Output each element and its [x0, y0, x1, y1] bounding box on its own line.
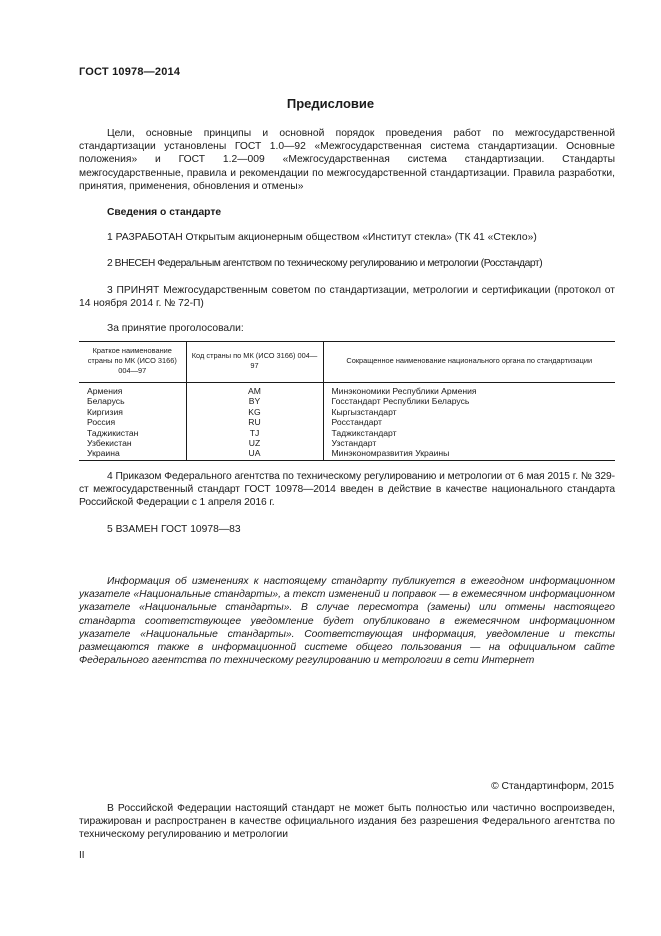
- cell-body: Госстандарт Республики Беларусь: [323, 396, 615, 406]
- table-row: [79, 448, 615, 460]
- cell-country: Украина: [79, 448, 186, 460]
- cell-body: Минэкономики Республики Армения: [323, 383, 615, 397]
- intro-paragraph: Цели, основные принципы и основной порядок проведения работ по межгосударственной стандартизации установлены ГОСТ 1.0—92 «Межгосударственная система стандартизации. Основные положения» и ГОСТ 1.2—009 «Межгосударственная система стандартизации. Стандарты межгосударственные, правила и рекомендации по межгосударственной стандартизации. Правила разработки, принятия, применения, обновления и отмены»: [79, 128, 615, 192]
- cell-country: Узбекистан: [87, 438, 132, 449]
- info-notice: Информация об изменениях к настоящему стандарту публикуется в ежегодном информационном указателе «Национальные стандарты», а текст изменений и поправок — в ежемесячном информационном указателе «Национальные стандарты». В случае пересмотра (замены) или отмены настоящего стандарта соответствующее уведомление будет опубликовано в ежемесячном информационном указателе «Национальные стандарты». Соответствующая информация, уведомление и тексты размещаются также в информационной системе общего пользования — на официальном сайте Федерального агентства по техническому регулированию и метрологии в сети Интернет: [79, 576, 615, 667]
- cell-code: UZ: [186, 438, 323, 448]
- cell-body: Минэкономразвития Украины: [323, 448, 615, 460]
- voted-label: За принятие проголосовали:: [107, 323, 244, 334]
- document-code-header: ГОСТ 10978—2014: [79, 66, 181, 78]
- cell-code: UA: [186, 448, 323, 460]
- cell-code: RU: [186, 417, 323, 427]
- item-adopted: 3 ПРИНЯТ Межгосударственным советом по стандартизации, метрологии и сертификации (протокол от 14 ноября 2014 г. № 72-П): [79, 285, 615, 310]
- item-developed: 1 РАЗРАБОТАН Открытым акционерным обществом «Институт стекла» (ТК 41 «Стекло»): [107, 232, 537, 243]
- table-row: [79, 396, 615, 406]
- cell-country: Армения: [87, 386, 123, 396]
- cell-country: Россия: [87, 417, 116, 428]
- cell-country: Таджикистан: [87, 427, 139, 438]
- item-introduced: 2 ВНЕСЕН Федеральным агентством по техническому регулированию и метрологии (Росстандарт): [107, 258, 543, 269]
- page-title: Предисловие: [286, 96, 375, 111]
- cell-country: Беларусь: [87, 396, 125, 407]
- cell-body: Росстандарт: [323, 417, 615, 427]
- copyright-notice: © Стандартинформ, 2015: [491, 781, 614, 792]
- cell-code: TJ: [186, 428, 323, 438]
- cell-country: Киргизия: [87, 406, 123, 417]
- voting-table: [79, 341, 615, 461]
- table-header-row: [79, 342, 615, 383]
- cell-body: Узстандарт: [323, 438, 615, 448]
- table-row: [79, 383, 615, 397]
- cell-body: Кыргызстандарт: [323, 407, 615, 417]
- table-row: [79, 438, 615, 448]
- cell-code: AM: [186, 383, 323, 397]
- table-row: [79, 417, 615, 427]
- page-number: II: [79, 850, 85, 861]
- cell-code: BY: [186, 396, 323, 406]
- table-row: [79, 428, 615, 438]
- col-header-code: Код страны по МК (ИСО 3166) 004—97: [186, 342, 323, 383]
- col-header-country: Краткое наименование страны по МК (ИСО 3166) 004—97: [79, 342, 186, 383]
- table-row: [79, 407, 615, 417]
- cell-code: KG: [186, 407, 323, 417]
- reproduction-notice: В Российской Федерации настоящий стандарт не может быть полностью или частично воспроизведен, тиражирован и распространен в качестве официального издания без разрешения Федерального агентства по техническому регулированию и метрологии: [79, 803, 615, 841]
- item-order: 4 Приказом Федерального агентства по техническому регулированию и метрологии от 6 мая 2015 г. № 329-ст межгосударственный стандарт ГОСТ 10978—2014 введен в действие в качестве национального стандарта Российской Федерации с 1 апреля 2016 г.: [79, 471, 615, 509]
- section-heading: Сведения о стандарте: [107, 207, 222, 218]
- cell-body: Таджикстандарт: [323, 428, 615, 438]
- col-header-body: Сокращенное наименование национального органа по стандартизации: [323, 342, 615, 383]
- item-replaces: 5 ВЗАМЕН ГОСТ 10978—83: [107, 524, 241, 535]
